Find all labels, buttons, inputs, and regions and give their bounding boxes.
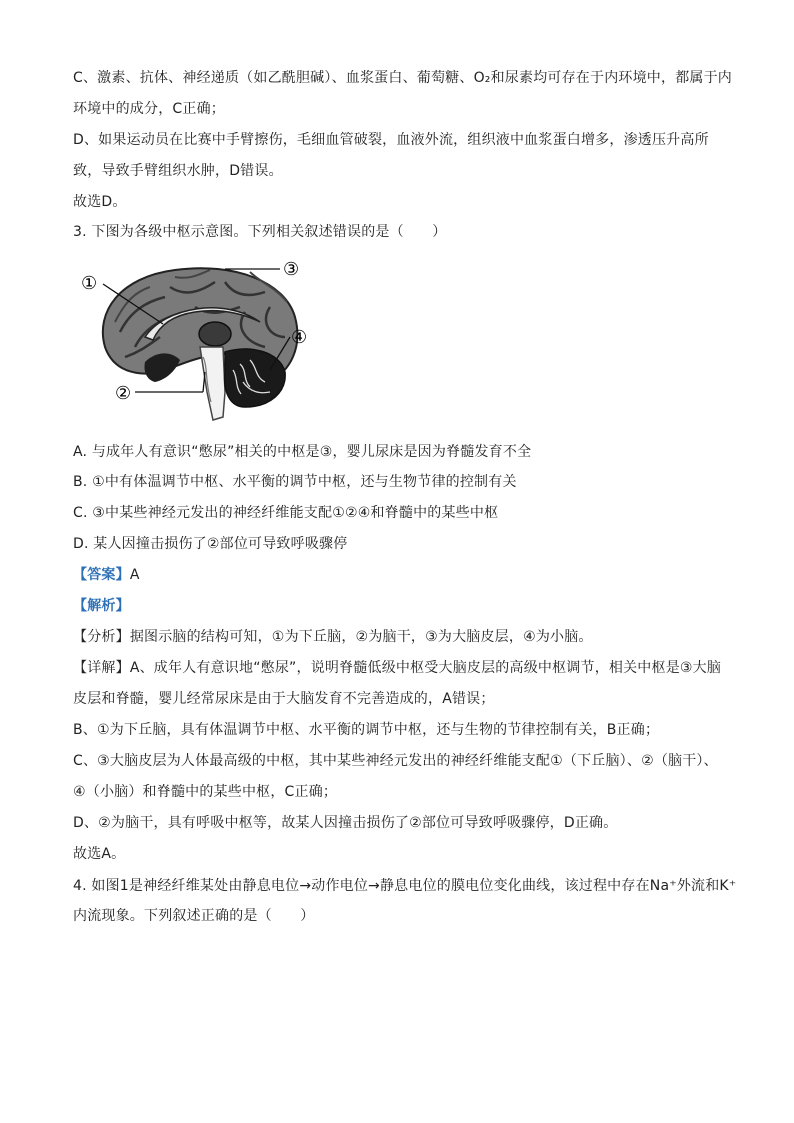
text-line: 皮层和脊髓，婴儿经常尿床是由于大脑发育不完善造成的，A错误； xyxy=(73,691,495,707)
text-line: 故选D。 xyxy=(73,194,127,210)
brain-diagram xyxy=(75,252,315,422)
text-line: C、③大脑皮层为人体最高级的中枢，其中某些神经元发出的神经纤维能支配①（下丘脑）、②（脑干）、 xyxy=(73,753,718,769)
text-line: B、①为下丘脑，具有体温调节中枢、水平衡的调节中枢，还与生物的节律控制有关，B正确； xyxy=(73,722,660,738)
analysis-line: 【分析】据图示脑的结构可知，①为下丘脑，②为脑干，③为大脑皮层，④为小脑。 xyxy=(73,629,593,645)
option-c: C. ③中某些神经元发出的神经纤维能支配①②④和脊髓中的某些中枢 xyxy=(73,505,499,521)
detail-line: 【详解】A、成年人有意识地“憋尿”，说明脊髓低级中枢受大脑皮层的高级中枢调节，相关中枢是③大脑 xyxy=(73,660,722,676)
explanation-heading: 【解析】 xyxy=(73,598,130,614)
question-4-stem: 4. 如图1是神经纤维某处由静息电位→动作电位→静息电位的膜电位变化曲线，该过程中存在Na⁺外流和K⁺ xyxy=(73,878,737,894)
label-4: ④ xyxy=(291,327,308,348)
label-3: ③ xyxy=(283,259,300,280)
question-3-stem: 3. 下图为各级中枢示意图。下列相关叙述错误的是（ ） xyxy=(73,224,447,240)
text-line: 环境中的成分，C正确； xyxy=(73,101,225,117)
answer-line: 【答案】A xyxy=(73,567,140,583)
text-line: D、如果运动员在比赛中手臂擦伤，毛细血管破裂，血液外流，组织液中血浆蛋白增多，渗透压升高所 xyxy=(73,132,709,148)
option-d: D. 某人因撞击损伤了②部位可导致呼吸骤停 xyxy=(73,536,348,552)
text-line: C、激素、抗体、神经递质（如乙酰胆碱）、血浆蛋白、葡萄糖、O₂和尿素均可存在于内环境中，都属于内 xyxy=(73,70,733,86)
label-1: ① xyxy=(81,273,98,294)
text-line: 内流现象。下列叙述正确的是（ ） xyxy=(73,908,315,924)
option-a: A. 与成年人有意识“憋尿”相关的中枢是③，婴儿尿床是因为脊髓发育不全 xyxy=(73,444,532,460)
text-line: D、②为脑干，具有呼吸中枢等，故某人因撞击损伤了②部位可导致呼吸骤停，D正确。 xyxy=(73,815,618,831)
text-line: 致，导致手臂组织水肿，D错误。 xyxy=(73,163,283,179)
brain-illustration xyxy=(75,252,315,422)
text-line: 故选A。 xyxy=(73,846,126,862)
option-b: B. ①中有体温调节中枢、水平衡的调节中枢，还与生物节律的控制有关 xyxy=(73,474,517,490)
text-line: ④（小脑）和脊髓中的某些中枢，C正确； xyxy=(73,784,338,800)
label-2: ② xyxy=(115,383,132,404)
